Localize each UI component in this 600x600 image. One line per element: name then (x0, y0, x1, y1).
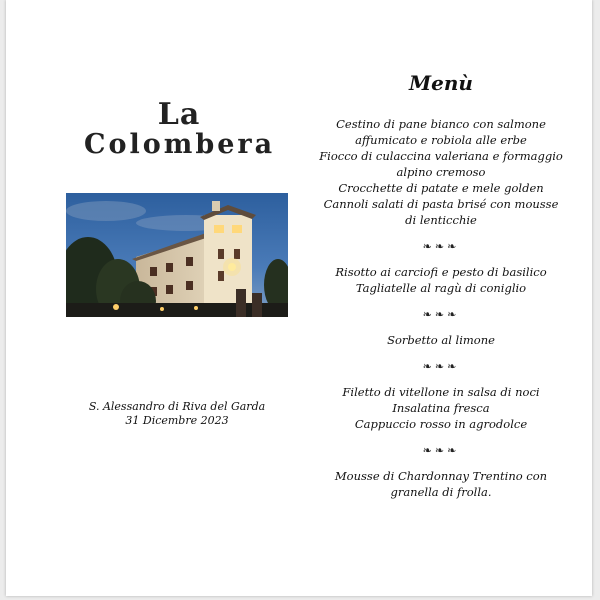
menu-title: Menù (409, 71, 473, 95)
dish-line: Tagliatelle al ragù di coniglio (355, 281, 527, 295)
dish-line: Crocchette di patate e mele golden (338, 181, 544, 195)
ornament-divider: ❧❧❧ (422, 443, 460, 457)
course-antipasti (312, 116, 570, 228)
dish-line: di lenticchie (405, 213, 477, 227)
event-info (70, 400, 284, 428)
dish-line: Fiocco di culaccina valeriana e formaggio (319, 149, 563, 163)
restaurant-logo (84, 97, 276, 160)
logo-line-2: Colombera (84, 129, 276, 160)
dish-line: Cappuccio rosso in agrodolce (354, 417, 528, 431)
menu-page (6, 0, 592, 596)
dish-line: Insalatina fresca (392, 401, 490, 415)
course-dessert (312, 468, 570, 500)
menu-column (312, 70, 570, 500)
dish-line: Filetto di vitellone in salsa di noci (342, 385, 540, 399)
restaurant-photo (66, 193, 288, 317)
ornament-divider: ❧❧❧ (422, 239, 460, 253)
dish-line: affumicato e robiola alle erbe (355, 133, 527, 147)
event-date: 31 Dicembre 2023 (125, 414, 229, 427)
course-sorbetto (312, 332, 570, 348)
dish-line: granella di frolla. (390, 485, 492, 499)
dish-line: Risotto ai carciofi e pesto di basilico (335, 265, 547, 279)
course-primi (312, 264, 570, 296)
course-secondi (312, 384, 570, 432)
dish-line: Cannoli salati di pasta brisé con mousse (323, 197, 559, 211)
ornament-divider: ❧❧❧ (422, 359, 460, 373)
ornament-divider: ❧❧❧ (422, 307, 460, 321)
logo-line-1: La (157, 97, 201, 132)
dish-line: alpino cremoso (396, 165, 486, 179)
event-location: S. Alessandro di Riva del Garda (88, 400, 266, 413)
dish-line: Mousse di Chardonnay Trentino con (334, 469, 548, 483)
dish-line: Cestino di pane bianco con salmone (336, 117, 546, 131)
dish-line: Sorbetto al limone (387, 333, 495, 347)
